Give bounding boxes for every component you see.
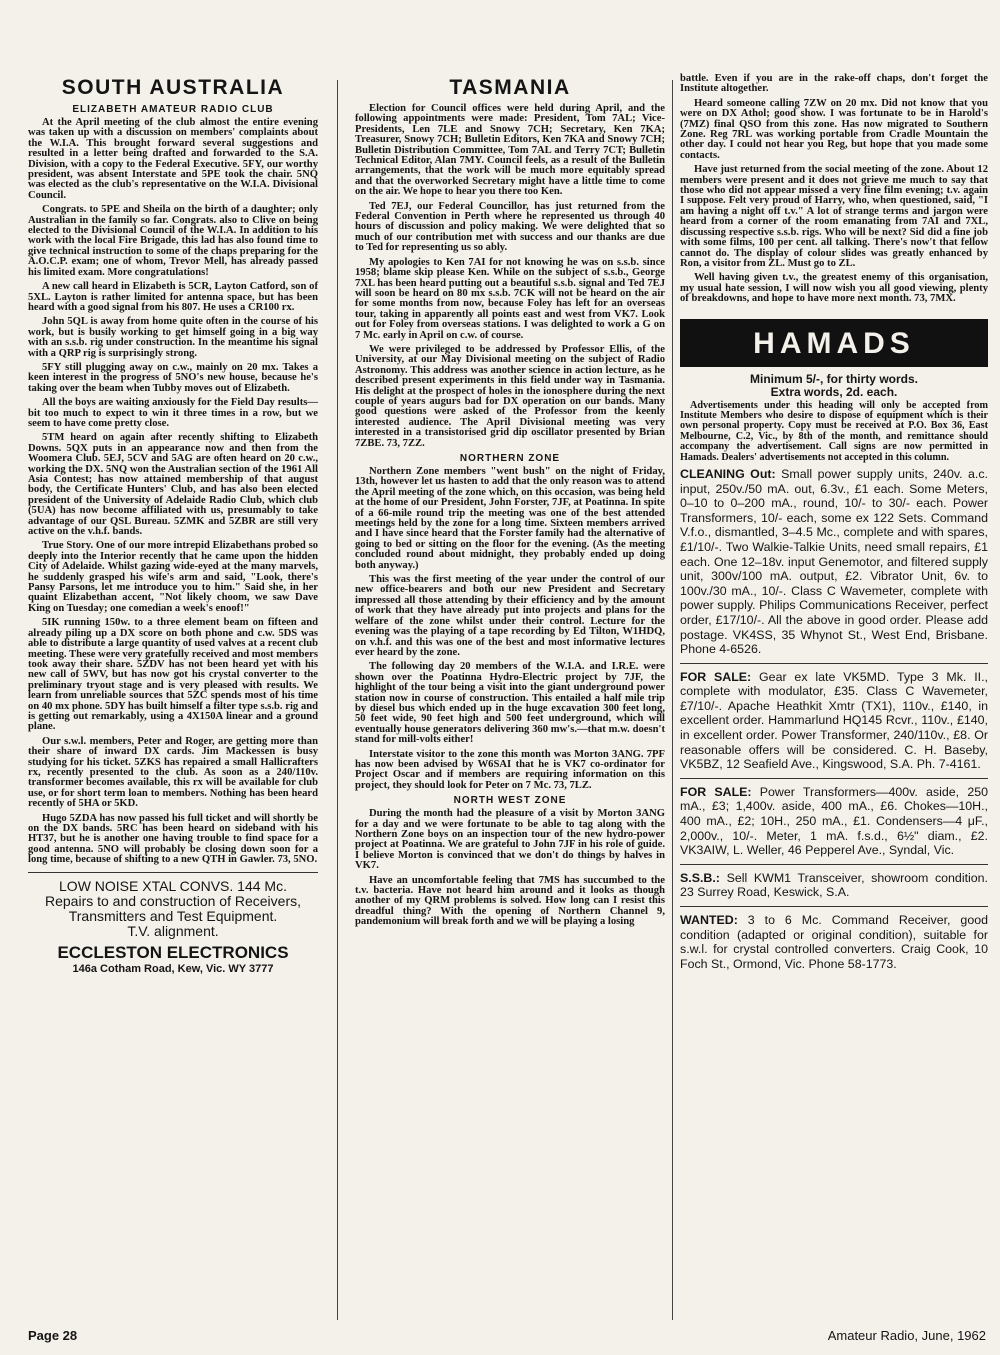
paragraph: Ted 7EJ, our Federal Councillor, has just returned from the Federal Convention in Perth where he represented us through 40 hours of discussion and policy making. We were delighted that so much of our contribution met with success and our thanks are due to Ted for representing us so ably. [355, 200, 665, 254]
hamads-banner: HAMADS [680, 319, 988, 367]
tasmania-column [355, 76, 665, 932]
paragraph: At the April meeting of the club almost the entire evening was taken up with a discussion on members' complaints about the W.I.A. This brought forward several suggestions and resulted in a letter being drafted and forwarded to the S.A. Division, with a copy to the Federal Executive. 5FY, our worthy president, was absent Interstate and 5PE took the chair. 5NQ was elected as the club's representative on the W.I.A. Divisional Council. [28, 117, 318, 201]
right-column [680, 74, 988, 971]
column-rule-left [337, 80, 338, 1320]
subheading-northern-zone: NORTHERN ZONE [459, 453, 561, 464]
paragraph: Election for Council offices were held during April, and the following appointments were made: President, Tom 7AL; Vice-Presidents, Len 7LE and Snowy 7CH; Secretary, Ken 7KA; Treasurer, Snowy 7CH; Bulletin Editors, Ken 7KA and Snowy 7CH; Bulletin Distribution Committee, Tom 7AL and Terry 7CT; Bulletin Technical Editor, Alan 7MY. Council feels, as a result of the Bulletin arrangements, that the work will be much more equitably spread and that the overworked Secretary might have a little time to come on the air. We hope to hear you there too Ken. [355, 103, 665, 198]
ad-headline: LOW NOISE XTAL CONVS. 144 Mc. [59, 877, 287, 894]
classified-ad [680, 785, 988, 858]
paragraph: battle. Even if you are in the rake-off chaps, don't forget the Institute altogether. [680, 73, 988, 95]
paragraph: We were privileged to be addressed by Professor Ellis, of the University, at our May Divisional meeting on the subject of Radio Astronomy. This address was another science in action lecture, as he described present experiments in this field under way in Tasmania. His delight at the prospect of holes in the ionosphere during the next couple of years augurs bad for DX operation on our bands. Many good questions were asked of the Professor from the keenly interested audience. The April Divisional meeting was very interested in a transistorised grid dip oscillator presented by Brian 7ZBE. 73, 7ZZ. [355, 343, 665, 449]
ad-body: Sell KWM1 Transceiver, showroom condition. 23 Surrey Road, Keswick, S.A. [680, 870, 988, 900]
ad-divider [680, 906, 988, 907]
paragraph: John 5QL is away from home quite often in the course of his work, but is busily working to get himself going in a big way with an s.s.b. rig under construction. In the meantime his signal with a QRP rig is surprisingly strong. [28, 316, 318, 359]
ad-address: 146a Cotham Road, Kew, Vic. WY 3777 [72, 962, 274, 975]
ad-body: Gear ex late VK5MD. Type 3 Mk. II., complete with modulator, £35. Class C Wavemeter, £7/10/-. Apache Heathkit Xmtr (TX1), 110v., £140, in excellent order. Hammarlund HQ145 Rcvr., 110v., £140, in excellent order. Power Transformer, 240/110v., £8. Or reasonable offers will be considered. C. H. Baseby, VK5BZ, 12 Seafield Ave., Kingswood, S.A. Ph. 7-4161. [680, 669, 988, 772]
paragraph: Northern Zone members "went bush" on the night of Friday, 13th, however let us hasten to add that the only reason was to attend the April meeting of the zone which, on this occasion, was being held at the home of our President, John Forster, 7JF, at Poatinna. In spite of a 66-mile round trip the meeting was one of the best attended meetings held by the zone for a long time. Sixteen members arrived and I have since heard that the Forster family had the alternative of going to bed or sitting on the floor for the evening. (As the meeting concluded round about midnight, they probably ended up doing both anyway.) [355, 466, 665, 571]
column-rule-right [672, 80, 673, 1320]
northern-zone-body [355, 467, 665, 791]
classified-ad [680, 467, 988, 657]
section-heading-south-australia: SOUTH AUSTRALIA [61, 76, 285, 99]
north-west-zone-continued [680, 74, 988, 305]
paragraph: Have an uncomfortable feeling that 7MS has succumbed to the t.v. bacteria. Have not heard him around and it looks as though another of my QRM problems is solved. How long can I resist this dreadful thing? With the opening of Northern Channel 9, pandemonium will break forth and we will be playing a losing [355, 874, 665, 928]
paragraph: All the boys are waiting anxiously for the Field Day results—bit too much to expect to win it three times in a row, but we seem to have come pretty close. [28, 397, 318, 429]
ad-body: Power Transformers—400v. aside, 250 mA., £3; 1,400v. aside, 400 mA., £6. Chokes—10H., 400 mA., £2; 10H., 250 mA., £1. Condensers—4 μF., 2,000v., 10/-. Meter, 1 mA. f.s.d., 6½" diam., £2. VK3AIW, L. Weller, 46 Pepperel Ave., Syndal, Vic. [680, 784, 988, 858]
classified-ad [680, 871, 988, 900]
ad-divider [680, 864, 988, 865]
paragraph: True Story. One of our more intrepid Elizabethans probed so deeply into the Interior recently that he came upon the hidden City of Adelaide. Whilst gazing wide-eyed at the many marvels, he suddenly grasped his wife's arm and said, "Look, there's Pansy Parsons, let me introduce you to him." Said she, in her quaint Elizabethan accent, "Not likely choom, we saw Dave King on Tuesday; one comedian a week's enoof!" [28, 540, 318, 614]
north-west-zone-body [355, 809, 665, 927]
ad-lead: S.S.B.: [680, 870, 720, 885]
eccleston-advertisement [28, 879, 318, 975]
ad-divider [680, 663, 988, 664]
publication-line: Amateur Radio, June, 1962 [827, 1328, 986, 1343]
paragraph: 5TM heard on again after recently shifting to Elizabeth Downs. 5QX puts in an appearance now and then from the Woomera Club. 5EJ, 5CV and 5AG are often heard on 20 c.w., working the DX. 5NQ won the Australian section of the 1961 All Asia Contest; has now attained membership of that august body, the Certificate Hunters' Club, and has also been elected president of the University of Adelaide Radio Club, which club (5UA) has now become affiliated with us, presumably to take advantage of our QSL Bureau. 5ZMK and 5ZBR are still very active on the v.h.f. bands. [28, 432, 318, 538]
ad-body: 3 to 6 Mc. Command Receiver, good condition (adapted or original condition), suitable for s.w.l. for crystal controlled converters. Craig Cook, 10 Foch St., Ormond, Vic. Phone 58-1773. [680, 913, 988, 971]
paragraph: During the month had the pleasure of a visit by Morton 3ANG for a day and we were fortunate to be able to tag along with the Northern Zone boys on an inspection tour of the new hydro-power project at Poatinna. We are grateful to John 7JF in his role of guide. I believe Morton is convinced that we don't do things by halves in VK7. [355, 808, 665, 872]
paragraph: The following day 20 members of the W.I.A. and I.R.E. were shown over the Poatinna Hydro-Electric project by 7JF, the highlight of the tour being a visit into the giant underground power station now in course of construction. This entailed a half mile trip by diesel bus which ended up in the huge excavation 300 feet long, 50 feet wide, 90 feet high and 500 feet underground, which will eventually house generators delivering 360 mw's.—that m.w. doesn't stand for mill-volts either! [355, 661, 665, 746]
ad-lead: FOR SALE: [680, 784, 752, 799]
paragraph: This was the first meeting of the year under the control of our new office-bearers and both our new President and Secretary impressed all those attending by their efficiency and by the amount of work that they have already put into projects and plans for the welfare of the zone whilst under their control. Lecture for the evening was the playing of a tape recording by Ed Tilton, W1HDQ, on v.h.f. and this was one of the best and most informative lectures ever heard by the zone. [355, 574, 665, 658]
ad-lead: CLEANING Out: [680, 466, 776, 481]
paragraph: Congrats. to 5PE and Sheila on the birth of a daughter; only Australian in the family so far. Congrats. also to Clive on being elected to the Divisional Council of the W.I.A. In addition to his work with the local Fire Brigade, this lad has also found time to give technical instruction to some of the chaps preparing for the A.O.C.P. exam; one of whom, Trevor Mell, has already passed his limited exam. More congratulations! [28, 204, 318, 278]
ad-lead: WANTED: [680, 913, 738, 927]
paragraph: Heard someone calling 7ZW on 20 mx. Did not know that you were on DX Athol; good show. I was fortunate to be in Harold's (7MZ) final QSO from this zone. Has now migrated to Southern Zone. Reg 7RL was working portable from Cradle Mountain the other day. I could not hear you Reg, but hope that you made some contacts. [680, 97, 988, 161]
paragraph: Have just returned from the social meeting of the zone. About 12 members were present and it does not grieve me much to say that those who did not appear missed a very fine film evening; t.v. again I suppose. Felt very proud of Harry, who, when questioned, said, "I am having a night off t.v." A lot of strange terms and jargon were heard from a corner of the room emanating from 7AI and 7XL, discussing respective s.s.b. rigs. Who will be next? Sid did a fine job with some films, 100 per cent. all talking. There's now't that fellow cannot do. The display of colour slides was greatly enhanced by Ron, a visitor from ZL. Must go to ZL. [680, 164, 988, 269]
hamads-minimum-rate: Minimum 5/-, for thirty words. [749, 371, 918, 386]
ad-body: Small power supply units, 240v. a.c. input, 250v./50 mA. out, 6.3v., £1 each. Some Meters, 0–10 to 0–200 mA., round, 10/- to 30/- each. Power Transformers, 10/- each, some ex 122 Sets. Command V.f.o., dismantled, 3–4.5 Mc., complete and with spares, £1/10/-. Two Walkie-Talkie Units, need small repairs, £1 each. One 12–18v. input Genemotor, and filtered supply unit, 300v/100 mA. output, £2. Vibrator Unit, 6v. to 100v./30 mA., 10/-. Class C Wavemeter, complete with power supply. Philips Communications Receiver, perfect order, £17/10/-. All the above in good order. Please add postage. VK4SS, 35 Whynot St., West End, Brisbane. Phone 4-6526. [680, 466, 988, 657]
section-heading-tasmania: TASMANIA [449, 76, 571, 99]
paragraph: My apologies to Ken 7AI for not knowing he was on s.s.b. since 1958; blame skip please Ken. While on the subject of s.s.b., George 7XL has been heard putting out a beautiful s.s.b. signal and Ted 7EJ will soon be heard on 80 mx s.s.b. 7CK will not be heard on the air for some months from now, because Foley has left for an overseas tour, taking in apparently all points east and west from VK7. Look out for Foley from overseas stations. I was delighted to work a G on 7 Mc. early in April on c.w. of course. [355, 256, 665, 341]
ad-company-name: ECCLESTON ELECTRONICS [57, 942, 289, 962]
paragraph: Hugo 5ZDA has now passed his full ticket and will shortly be on the DX bands. 5RC has been heard on sideband with his HT37, but he is another one having trouble to find space for a good antenna. 5NO will probably be closing down soon for a long time, because of shifting to a new QTH in Gawler. 73, 5NO. [28, 812, 318, 866]
ad-divider [680, 778, 988, 779]
paragraph: Our s.w.l. members, Peter and Roger, are getting more than their share of inward DX cards. Jim Mackessen is busy studying for his ticket. 5ZKS has repaired a small Hallicrafters rx, recently presented to the club. As soon as a 240/110v. transformer becomes available, this rx will be available for club use, or for short term loan to members. Nothing has been heard recently of 5HA or 5KD. [28, 735, 318, 810]
page-number: Page 28 [28, 1328, 78, 1343]
paragraph: 5IK running 150w. to a three element beam on fifteen and already piling up a DX score on both phone and c.w. 5DS was able to distribute a large quantity of used valves at a recent club meeting. These were very gratefully received and most members took away their share. 5ZDV has not been heard yet with his new call of 5WV, but has now got his crystal converter to the preliminary tryout stage and is very pleased with results. We learn from unreliable sources that 5ZC spends most of his time on 40 mx phone. 5DY has built himself a filter type s.s.b. rig and is getting out remarkably, using a 4X150A linear and a ground plane. [28, 617, 318, 733]
south-australia-column [28, 76, 318, 975]
tasmania-body [355, 104, 665, 449]
ad-tv-alignment: T.V. alignment. [127, 922, 219, 939]
hamads-extra-rate: Extra words, 2d. each. [770, 384, 898, 399]
classified-ad [680, 670, 988, 772]
paragraph: Interstate visitor to the zone this month was Morton 3ANG. 7PF has now been advised by W6SAI that he is VK7 co-ordinator for Project Oscar and if members are requiring information on this project, they should look for Peter on 7 Mc. 73, 7LZ. [355, 748, 665, 791]
paragraph: 5FY still plugging away on c.w., mainly on 20 mx. Takes a keen interest in the progress of 5NO's new house, because he's taking over the beam when Tubby moves out of Elizabeth. [28, 361, 318, 394]
paragraph: A new call heard in Elizabeth is 5CR, Layton Catford, son of 5XL. Layton is rather limited for antenna space, but has been heard with a good signal from his 807. He uses a CR100 rx. [28, 281, 318, 313]
hamads-list [680, 467, 988, 971]
classified-ad [680, 913, 988, 971]
divider [28, 872, 318, 873]
subheading-elizabeth-club: ELIZABETH AMATEUR RADIO CLUB [72, 104, 274, 115]
subheading-north-west-zone: NORTH WEST ZONE [453, 795, 567, 807]
ad-lead: FOR SALE: [680, 669, 752, 684]
hamads-conditions: Advertisements under this heading will only be accepted from Institute Members who desire to dispose of equipment which is their own personal property. Copy must be received at P.O. Box 36, East Melbourne, C.2, Vic., by 8th of the month, and remittance should accompany the advertisement. Call signs are now permitted in Hamads. Dealers' advertisements not accepted in this column. [680, 399, 988, 463]
paragraph: Well having given t.v., the greatest enemy of this organisation, my usual hate session, I will now wish you all good viewing, plenty of breakdowns, and hope to have more next month. 73, 7MX. [680, 272, 988, 305]
ad-services: Repairs to and construction of Receivers, Transmitters and Test Equipment. [44, 892, 301, 924]
south-australia-body [28, 118, 318, 866]
